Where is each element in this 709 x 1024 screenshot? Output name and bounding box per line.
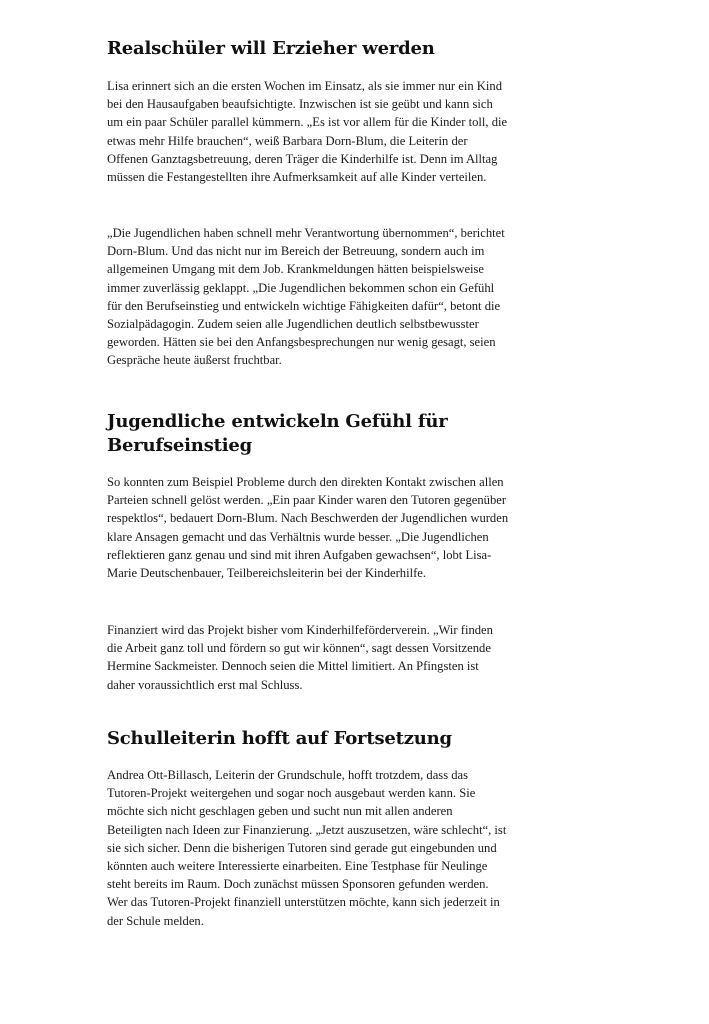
paragraph-finanzierung: Finanziert wird das Projekt bisher vom Kinderhilfeförderverein. „Wir finden die Arbeit ganz toll und fördern so gut wir können“, sagt dessen Vorsitzende Hermine Sackmeister. Dennoch seien die Mittel limitiert. An Pfingsten ist daher voraussichtlich erst mal Schluss.: [107, 623, 493, 692]
paragraph-schulleiterin: Andrea Ott-Billasch, Leiterin der Grundschule, hofft trotzdem, dass das Tutoren-Projekt weitergehen und sogar noch ausgebaut werden kann. Sie möchte sich nicht geschlagen geben und sucht nun mit allen anderen Beteiligten nach Ideen zur Finanzierung. „Jetzt auszusetzen, wäre schlecht“, ist sie sich sicher. Denn die bisherigen Tutoren sind gerade gut eingebunden und könnten auch weitere Interessierte einarbeiten. Eine Testphase für Neulinge steht bereits im Raum. Doch zunächst müssen Sponsoren gefunden werden. Wer das Tutoren-Projekt finanziell unterstützen möchte, kann sich jederzeit in der Schule melden.: [107, 768, 507, 928]
paragraph-verantwortung: „Die Jugendlichen haben schnell mehr Verantwortung übernommen“, berichtet Dorn-Blum. Und das nicht nur im Bereich der Betreuung, sondern auch im allgemeinen Umgang mit dem Job. Krankmeldungen hätten beispielsweise immer zuverlässig geklappt. „Die Jugendlichen bekommen schon ein Gefühl für den Berufseinstieg und entwickeln wichtige Fähigkeiten dafür“, betont die Sozialpädagogin. Zudem seien alle Jugendlichen deutlich selbstbewusster geworden. Hätten sie bei den Anfangsbesprechungen nur wenig gesagt, seien Gespräche heute äußerst fruchtbar.: [107, 226, 505, 368]
section-heading-berufseinstieg: Jugendliche entwickeln Gefühl für Berufseinstieg: [107, 411, 448, 456]
section-heading-fortsetzung: Schulleiterin hofft auf Fortsetzung: [107, 728, 452, 749]
paragraph-probleme: So konnten zum Beispiel Probleme durch den direkten Kontakt zwischen allen Parteien schnell gelöst werden. „Ein paar Kinder waren den Tutoren gegenüber respektlos“, bedauert Dorn-Blum. Nach Beschwerden der Jugendlichen wurden klare Ansagen gemacht und das Verhältnis wurde besser. „Die Jugendlichen reflektieren ganz genau und sind mit ihren Aufgaben gewachsen“, lobt Lisa-Marie Deutschenbauer, Teilbereichsleiterin bei der Kinderhilfe.: [107, 475, 509, 581]
section-heading-erzieher: Realschüler will Erzieher werden: [107, 38, 435, 59]
paragraph-hausaufgaben: Lisa erinnert sich an die ersten Wochen im Einsatz, als sie immer nur ein Kind bei den Hausaufgaben beaufsichtigte. Inzwischen ist sie geübt und kann sich um ein paar Schüler parallel kümmern. „Es ist vor allem für die Kinder toll, die etwas mehr Hilfe brauchen“, weiß Barbara Dorn-Blum, die Leiterin der Offenen Ganztagsbetreuung, deren Träger die Kinderhilfe ist. Denn im Alltag müssen die Festangestellten ihre Aufmerksamkeit auf alle Kinder verteilen.: [107, 79, 508, 185]
